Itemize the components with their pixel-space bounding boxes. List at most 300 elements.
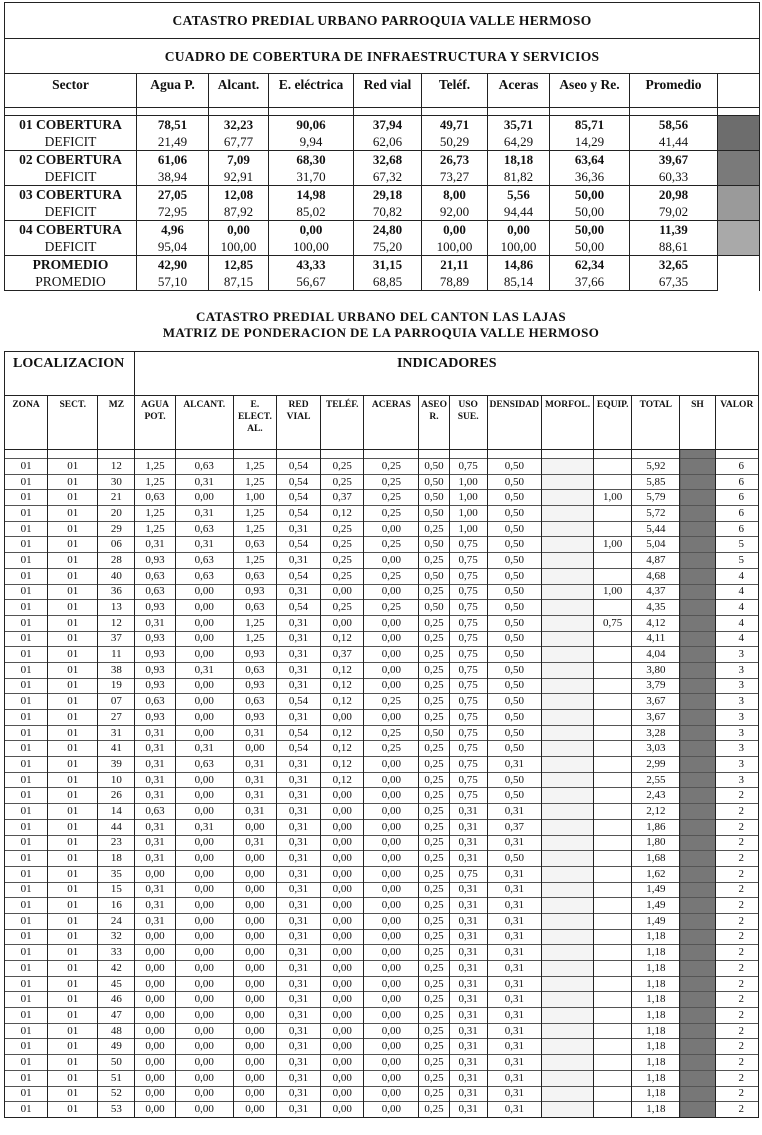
matrix-cell: 15	[98, 882, 135, 898]
matrix-cell: 31	[98, 725, 135, 741]
matrix-cell: 0,54	[276, 474, 320, 490]
matrix-cell	[594, 1102, 632, 1118]
matrix-cell: 4,35	[632, 600, 680, 616]
matrix-cell: 3	[715, 757, 758, 773]
matrix-cell: 0,12	[321, 772, 364, 788]
matrix-cell	[541, 474, 593, 490]
matrix-cell: 0,37	[321, 490, 364, 506]
matrix-cell: 0,00	[135, 1023, 175, 1039]
matrix-cell: 0,00	[233, 1055, 276, 1071]
matrix-cell: 0,31	[135, 772, 175, 788]
matrix-cell: 01	[5, 1102, 48, 1118]
matrix-cell: 0,00	[321, 882, 364, 898]
matrix-cell: 0,00	[233, 992, 276, 1008]
matrix-cell: 0,37	[321, 647, 364, 663]
coverage-value: 35,71	[488, 116, 550, 134]
matrix-cell	[594, 631, 632, 647]
matrix-cell: 0,25	[419, 961, 449, 977]
matrix-cell: 0,00	[233, 929, 276, 945]
coverage-value: 0,00	[422, 221, 488, 239]
matrix-cell: 0,25	[419, 819, 449, 835]
matrix-cell	[541, 866, 593, 882]
matrix-cell: 0,31	[487, 976, 541, 992]
matrix-cell	[594, 1008, 632, 1024]
matrix-cell: 27	[98, 710, 135, 726]
matrix-cell: 0,00	[175, 584, 233, 600]
sh-shade-cell	[680, 819, 715, 835]
matrix-cell: 0,00	[135, 961, 175, 977]
sector-label: 01 COBERTURA	[5, 116, 137, 134]
matrix-cell	[594, 772, 632, 788]
matrix-cell: 0,31	[487, 945, 541, 961]
matrix-cell: 0,00	[233, 1008, 276, 1024]
matrix-cell: 0,25	[419, 647, 449, 663]
matrix-cell: 29	[98, 521, 135, 537]
matrix-cell: 0,31	[276, 1086, 320, 1102]
matrix-cell	[541, 976, 593, 992]
matrix-cell: 0,25	[419, 615, 449, 631]
matrix-cell: 0,25	[419, 1023, 449, 1039]
matrix-cell: 0,25	[419, 976, 449, 992]
matrix-cell: 0,93	[135, 600, 175, 616]
matrix-cell: 0,00	[364, 772, 419, 788]
matrix-cell: 0,00	[175, 490, 233, 506]
deficit-label: PROMEDIO	[5, 273, 137, 291]
matrix-cell: 42	[98, 961, 135, 977]
matrix-cell	[541, 694, 593, 710]
matrix-cell: 1,00	[594, 490, 632, 506]
matrix-cell: 01	[48, 992, 98, 1008]
matrix-cell: 0,31	[135, 835, 175, 851]
matrix-cell: 0,25	[321, 537, 364, 553]
matrix-cell: 0,63	[175, 459, 233, 475]
matrix-cell: 01	[48, 788, 98, 804]
deficit-value: 64,29	[488, 133, 550, 151]
coverage-value: 32,68	[354, 151, 422, 169]
matrix-cell: 0,50	[487, 568, 541, 584]
matrix-cell: 0,31	[276, 961, 320, 977]
matrix-cell: 0,31	[487, 757, 541, 773]
coverage-swatch	[718, 186, 760, 221]
matrix-cell: 0,31	[276, 1055, 320, 1071]
matrix-cell: 0,75	[449, 568, 487, 584]
matrix-cell: 0,54	[276, 600, 320, 616]
matrix-cell: 0,50	[487, 490, 541, 506]
matrix-cell: 0,31	[276, 945, 320, 961]
matrix-cell: 1,25	[233, 474, 276, 490]
matrix-cell	[541, 772, 593, 788]
matrix-cell: 01	[5, 631, 48, 647]
matrix-cell: 01	[48, 835, 98, 851]
matrix-cell	[594, 804, 632, 820]
matrix-cell: 0,50	[487, 553, 541, 569]
matrix-cell: 0,31	[135, 615, 175, 631]
matrix-cell: 1,62	[632, 866, 680, 882]
sh-shade-cell	[680, 710, 715, 726]
matrix-cell: 0,25	[419, 678, 449, 694]
matrix-cell: 2	[715, 1039, 758, 1055]
matrix-cell: 0,31	[276, 615, 320, 631]
coverage-header-row	[5, 74, 760, 108]
deficit-value: 92,00	[422, 203, 488, 221]
matrix-cell: 0,31	[449, 1039, 487, 1055]
matrix-cell: 1,86	[632, 819, 680, 835]
matrix-cell	[541, 1102, 593, 1118]
deficit-value: 68,85	[354, 273, 422, 291]
matrix-cell: 0,25	[364, 490, 419, 506]
matrix-cell: 0,00	[135, 1039, 175, 1055]
matrix-cell: 0,00	[364, 1023, 419, 1039]
matrix-cell: 0,31	[135, 882, 175, 898]
matrix-row	[5, 788, 759, 804]
matrix-cell: 44	[98, 819, 135, 835]
matrix-cell: 0,00	[175, 992, 233, 1008]
matrix-cell: 3,80	[632, 662, 680, 678]
matrix-cell: 0,00	[175, 1023, 233, 1039]
matrix-cell: 0,25	[419, 521, 449, 537]
matrix-cell: 01	[5, 772, 48, 788]
sh-shade-cell	[680, 835, 715, 851]
matrix-cell: 0,00	[175, 1086, 233, 1102]
matrix-cell	[541, 788, 593, 804]
matrix-cell: 0,50	[487, 772, 541, 788]
coverage-title: CATASTRO PREDIAL URBANO PARROQUIA VALLE HERMOSO	[5, 3, 760, 39]
matrix-cell: 01	[5, 976, 48, 992]
deficit-value: 100,00	[269, 238, 354, 256]
matrix-cell: 0,31	[233, 804, 276, 820]
matrix-cell: 01	[5, 647, 48, 663]
matrix-cell: 0,00	[321, 804, 364, 820]
matrix-cell: 01	[5, 490, 48, 506]
matrix-row	[5, 553, 759, 569]
deficit-value: 41,44	[630, 133, 718, 151]
deficit-value: 75,20	[354, 238, 422, 256]
matrix-cell: 2	[715, 1102, 758, 1118]
coverage-col-header: Teléf.	[422, 74, 488, 108]
coverage-row	[5, 221, 760, 239]
coverage-col-header: Sector	[5, 74, 137, 108]
matrix-cell: 0,12	[321, 694, 364, 710]
deficit-value: 50,00	[550, 238, 630, 256]
matrix-cell: 0,31	[135, 788, 175, 804]
matrix-cell: 0,50	[487, 506, 541, 522]
matrix-cell: 2	[715, 929, 758, 945]
matrix-cell: 0,00	[321, 961, 364, 977]
sh-shade-cell	[680, 474, 715, 490]
matrix-cell: 0,00	[364, 851, 419, 867]
matrix-cell: 0,12	[321, 678, 364, 694]
matrix-cell: 01	[48, 882, 98, 898]
matrix-cell: 0,31	[449, 1086, 487, 1102]
matrix-cell: 0,75	[449, 537, 487, 553]
matrix-cell: 0,31	[135, 537, 175, 553]
matrix-cell: 0,31	[233, 725, 276, 741]
matrix-cell: 0,31	[449, 976, 487, 992]
matrix-cell: 3,79	[632, 678, 680, 694]
matrix-cell: 0,31	[276, 521, 320, 537]
coverage-value: 32,23	[209, 116, 269, 134]
coverage-value: 50,00	[550, 186, 630, 204]
matrix-cell: 01	[48, 961, 98, 977]
matrix-cell: 45	[98, 976, 135, 992]
matrix-cell: 0,25	[419, 741, 449, 757]
matrix-group-header-row	[5, 352, 759, 396]
deficit-value: 36,36	[550, 168, 630, 186]
sh-shade-cell	[680, 521, 715, 537]
matrix-cell: 52	[98, 1086, 135, 1102]
matrix-cell: 0,00	[364, 804, 419, 820]
matrix-cell: 0,25	[419, 882, 449, 898]
sh-shade-cell	[680, 945, 715, 961]
matrix-cell: 01	[5, 945, 48, 961]
matrix-cell: 3	[715, 725, 758, 741]
indicadores-group-header: INDICADORES	[135, 352, 759, 396]
matrix-cell: 0,31	[276, 710, 320, 726]
matrix-row	[5, 584, 759, 600]
sector-label: 03 COBERTURA	[5, 186, 137, 204]
matrix-cell: 21	[98, 490, 135, 506]
matrix-cell: 01	[5, 882, 48, 898]
matrix-cell: 0,93	[135, 631, 175, 647]
matrix-cell: 0,00	[321, 992, 364, 1008]
matrix-cell: 0,25	[419, 851, 449, 867]
matrix-cell: 0,63	[175, 757, 233, 773]
matrix-cell: 11	[98, 647, 135, 663]
matrix-cell: 51	[98, 1070, 135, 1086]
coverage-value: 0,00	[269, 221, 354, 239]
matrix-cell: 01	[48, 929, 98, 945]
matrix-cell: 01	[48, 757, 98, 773]
matrix-cell: 01	[5, 1070, 48, 1086]
coverage-value: 14,86	[488, 256, 550, 274]
matrix-cell: 01	[48, 710, 98, 726]
matrix-spacer	[5, 450, 759, 459]
matrix-cell	[541, 521, 593, 537]
sh-shade-cell	[680, 1023, 715, 1039]
matrix-cell: 0,00	[175, 600, 233, 616]
matrix-col-header: TELÉF.	[321, 396, 364, 450]
sh-shade-cell	[680, 866, 715, 882]
matrix-cell: 2	[715, 882, 758, 898]
matrix-cell: 0,50	[487, 788, 541, 804]
matrix-cell	[541, 882, 593, 898]
matrix-cell: 36	[98, 584, 135, 600]
matrix-cell: 0,31	[175, 741, 233, 757]
matrix-cell: 0,00	[233, 819, 276, 835]
matrix-cell: 0,25	[419, 772, 449, 788]
coverage-col-header-blank	[718, 74, 760, 108]
matrix-cell: 0,00	[321, 1008, 364, 1024]
matrix-cell: 0,31	[449, 992, 487, 1008]
matrix-cell: 10	[98, 772, 135, 788]
matrix-cell: 0,00	[321, 1102, 364, 1118]
matrix-cell: 0,93	[135, 662, 175, 678]
matrix-cell: 2,12	[632, 804, 680, 820]
matrix-cell: 0,00	[175, 835, 233, 851]
matrix-cell: 0,00	[321, 1039, 364, 1055]
deficit-value: 87,15	[209, 273, 269, 291]
matrix-cell: 0,00	[364, 976, 419, 992]
coverage-row	[5, 151, 760, 169]
matrix-col-header: ASEO R.	[419, 396, 449, 450]
matrix-cell: 0,00	[135, 945, 175, 961]
matrix-cell: 0,00	[321, 615, 364, 631]
matrix-cell: 01	[5, 1086, 48, 1102]
matrix-cell	[594, 1039, 632, 1055]
matrix-row	[5, 521, 759, 537]
matrix-cell	[594, 710, 632, 726]
matrix-cell: 2	[715, 851, 758, 867]
matrix-cell: 0,31	[135, 819, 175, 835]
matrix-cell: 0,00	[135, 1055, 175, 1071]
coverage-value: 85,71	[550, 116, 630, 134]
matrix-cell: 4	[715, 568, 758, 584]
matrix-cell: 0,00	[175, 866, 233, 882]
matrix-cell: 0,31	[276, 851, 320, 867]
matrix-cell: 1,00	[594, 584, 632, 600]
matrix-cell: 0,31	[487, 1023, 541, 1039]
matrix-cell: 1,18	[632, 1008, 680, 1024]
matrix-cell: 0,00	[175, 945, 233, 961]
matrix-cell: 01	[5, 866, 48, 882]
matrix-cell: 0,50	[487, 678, 541, 694]
matrix-cell: 24	[98, 913, 135, 929]
matrix-cell: 0,50	[419, 459, 449, 475]
matrix-cell: 0,31	[135, 725, 175, 741]
coverage-col-header: E. eléctrica	[269, 74, 354, 108]
coverage-swatch	[718, 221, 760, 256]
matrix-cell: 0,00	[175, 961, 233, 977]
matrix-row	[5, 772, 759, 788]
matrix-cell: 0,00	[321, 945, 364, 961]
sh-shade-cell	[680, 961, 715, 977]
sh-shade-cell	[680, 1070, 715, 1086]
matrix-cell: 0,25	[419, 631, 449, 647]
matrix-cell	[594, 647, 632, 663]
matrix-cell: 2	[715, 1055, 758, 1071]
matrix-cell: 0,31	[175, 662, 233, 678]
matrix-cell: 0,00	[175, 898, 233, 914]
matrix-cell: 0,31	[276, 835, 320, 851]
matrix-cell: 0,50	[419, 600, 449, 616]
coverage-value: 18,18	[488, 151, 550, 169]
matrix-cell	[541, 898, 593, 914]
matrix-row	[5, 600, 759, 616]
matrix-cell: 4,12	[632, 615, 680, 631]
matrix-cell	[541, 1055, 593, 1071]
sh-shade-cell	[680, 1055, 715, 1071]
matrix-cell: 0,00	[135, 1086, 175, 1102]
matrix-cell: 0,63	[233, 694, 276, 710]
matrix-cell	[594, 898, 632, 914]
sh-shade-cell	[680, 1039, 715, 1055]
deficit-value: 57,10	[137, 273, 209, 291]
matrix-cell	[594, 741, 632, 757]
matrix-cell: 0,75	[449, 694, 487, 710]
matrix-cell: 0,75	[449, 647, 487, 663]
matrix-cell	[594, 1055, 632, 1071]
matrix-cell: 0,75	[449, 866, 487, 882]
matrix-cell: 4,37	[632, 584, 680, 600]
matrix-cell: 0,00	[364, 788, 419, 804]
deficit-value: 67,32	[354, 168, 422, 186]
matrix-cell: 3	[715, 662, 758, 678]
matrix-cell: 20	[98, 506, 135, 522]
matrix-cell	[541, 615, 593, 631]
matrix-cell: 01	[5, 804, 48, 820]
matrix-cell: 0,00	[233, 945, 276, 961]
matrix-cell: 2	[715, 819, 758, 835]
matrix-cell: 0,00	[233, 1086, 276, 1102]
matrix-row	[5, 1070, 759, 1086]
matrix-cell: 0,00	[175, 804, 233, 820]
localizacion-group-header: LOCALIZACION	[5, 352, 135, 396]
matrix-col-header: TOTAL	[632, 396, 680, 450]
matrix-cell: 0,31	[276, 1023, 320, 1039]
matrix-cell: 1,00	[449, 521, 487, 537]
coverage-value: 20,98	[630, 186, 718, 204]
matrix-cell: 0,75	[449, 553, 487, 569]
matrix-cell: 0,31	[487, 1102, 541, 1118]
matrix-cell: 01	[48, 631, 98, 647]
matrix-cell: 0,12	[321, 757, 364, 773]
matrix-cell: 0,25	[419, 929, 449, 945]
matrix-cell: 1,00	[449, 474, 487, 490]
matrix-cell	[541, 600, 593, 616]
matrix-cell: 0,93	[135, 553, 175, 569]
sh-shade-cell	[680, 976, 715, 992]
matrix-cell: 0,00	[364, 819, 419, 835]
matrix-cell	[541, 537, 593, 553]
coverage-value: 7,09	[209, 151, 269, 169]
matrix-col-header: MZ	[98, 396, 135, 450]
sh-shade-cell	[680, 725, 715, 741]
matrix-cell: 0,00	[233, 913, 276, 929]
matrix-cell: 28	[98, 553, 135, 569]
matrix-cell	[541, 757, 593, 773]
matrix-cell: 4	[715, 615, 758, 631]
matrix-row	[5, 913, 759, 929]
matrix-cell: 0,75	[449, 757, 487, 773]
matrix-cell: 0,00	[233, 741, 276, 757]
matrix-cell: 01	[48, 1055, 98, 1071]
matrix-cell	[541, 804, 593, 820]
matrix-cell: 0,50	[487, 851, 541, 867]
matrix-cell: 0,25	[419, 710, 449, 726]
matrix-cell: 4,04	[632, 647, 680, 663]
matrix-cell: 0,00	[364, 647, 419, 663]
matrix-row	[5, 459, 759, 475]
matrix-cell: 3	[715, 741, 758, 757]
matrix-cell: 01	[5, 584, 48, 600]
matrix-col-header: ZONA	[5, 396, 48, 450]
sh-shade-cell	[680, 898, 715, 914]
matrix-cell: 1,80	[632, 835, 680, 851]
matrix-cell: 0,31	[449, 1055, 487, 1071]
matrix-cell	[541, 913, 593, 929]
matrix-cell: 1,00	[594, 537, 632, 553]
matrix-cell: 01	[48, 474, 98, 490]
matrix-col-header: VALOR	[715, 396, 758, 450]
matrix-col-header: RED VIAL	[276, 396, 320, 450]
matrix-cell: 1,25	[233, 553, 276, 569]
matrix-cell: 0,75	[449, 678, 487, 694]
matrix-cell: 0,63	[233, 662, 276, 678]
matrix-cell: 01	[48, 459, 98, 475]
matrix-cell: 0,31	[135, 851, 175, 867]
matrix-cell: 0,31	[276, 976, 320, 992]
matrix-row	[5, 1102, 759, 1118]
